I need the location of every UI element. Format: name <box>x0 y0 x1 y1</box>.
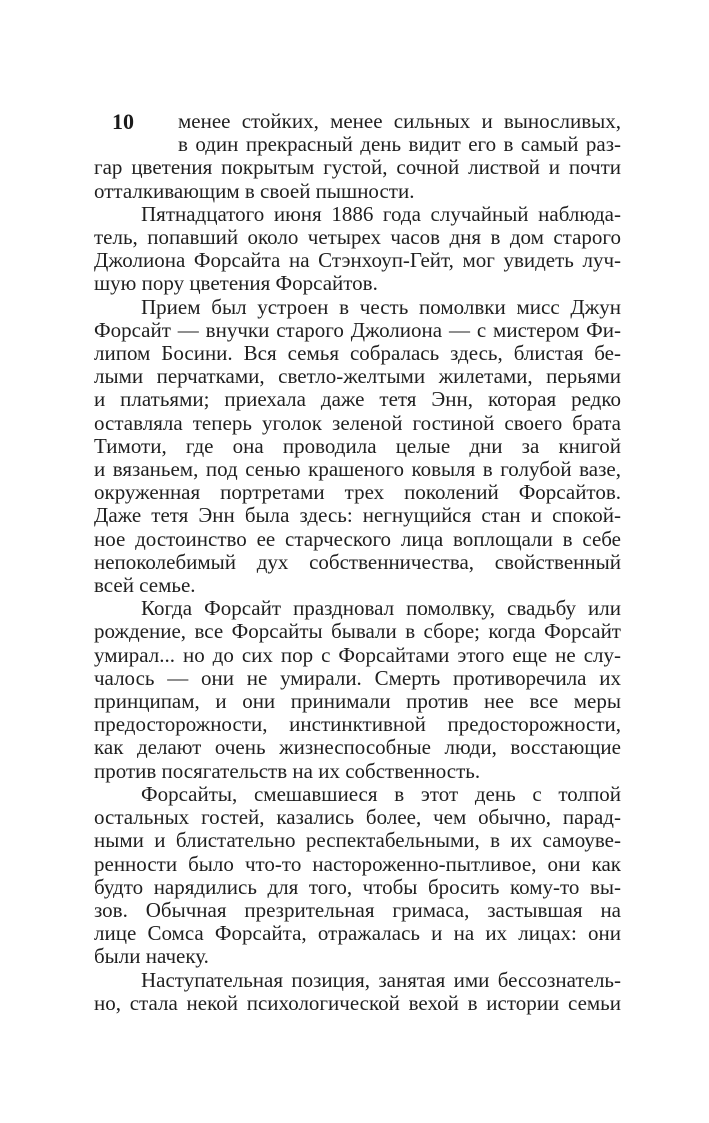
text-line: предосторожности, инстинктивной предосторожности, <box>94 712 621 737</box>
text-line: гар цветения покрытым густой, сочной листвой и почти <box>94 155 621 180</box>
text-line: были начеку. <box>94 944 209 969</box>
paragraph <box>94 783 621 969</box>
text-line: остальных гостей, казались более, чем обычно, парад- <box>94 805 621 830</box>
text-line: Форсайт — внучки старого Джолиона — с мистером Фи- <box>94 317 621 342</box>
paragraph <box>94 296 621 598</box>
text-line: умирал... но до сих пор с Форсайтами этого еще не слу- <box>94 642 621 667</box>
text-line: шую пору цветения Форсайтов. <box>94 271 378 296</box>
text-line: Наступательная позиция, занятая ими бессознатель- <box>141 967 621 992</box>
paragraph <box>94 110 621 203</box>
text-line: отталкивающим в своей пышности. <box>94 178 415 203</box>
text-line: зов. Обычная презрительная гримаса, застывшая на <box>94 897 621 922</box>
text-line: лыми перчатками, светло-желтыми жилетами, перьями <box>94 364 621 389</box>
text-line: Когда Форсайт праздновал помолвку, свадьбу или <box>141 596 621 621</box>
text-line: ными и блистательно респектабельными, в их самоуве- <box>94 828 621 853</box>
text-line: Пятнадцатого июня 1886 года случайный наблюда- <box>141 201 621 226</box>
text-line: Даже тетя Энн была здесь: негнущийся стан и спокой- <box>94 503 621 528</box>
text-line: рождение, все Форсайты бывали в сборе; когда Форсайт <box>94 619 621 644</box>
page-text <box>94 110 621 1015</box>
text-line: оставляла теперь уголок зеленой гостиной своего брата <box>94 410 621 435</box>
text-line: ное достоинство ее старческого лица воплощали в себе <box>94 526 621 551</box>
text-line: принципам, и они принимали против нее все меры <box>94 689 621 714</box>
text-line: лице Сомса Форсайта, отражалась и на их лицах: они <box>94 921 621 946</box>
text-line: против посягательств на их собственность. <box>94 758 481 783</box>
text-line: непоколебимый дух собственничества, свойственный <box>94 549 621 574</box>
paragraph <box>94 203 621 296</box>
paragraph <box>94 969 621 1015</box>
text-line: окруженная портретами трех поколений Форсайтов. <box>94 480 621 505</box>
text-line: как делают очень жизнеспособные люди, восстающие <box>94 735 621 760</box>
text-line: Джолиона Форсайта на Стэнхоуп-Гейт, мог увидеть луч- <box>94 248 621 273</box>
text-line: в один прекрасный день видит его в самый раз- <box>178 132 621 157</box>
text-line: липом Босини. Вся семья собралась здесь, блистая бе- <box>94 341 621 366</box>
paragraph <box>94 597 621 783</box>
text-line: и платьями; приехала даже тетя Энн, которая редко <box>94 387 621 412</box>
text-line: Форсайты, смешавшиеся в этот день с толпой <box>141 781 621 806</box>
text-line: Тимоти, где она проводила целые дни за книгой <box>94 433 621 458</box>
text-line: будто нарядились для того, чтобы бросить кому-то вы- <box>94 874 621 899</box>
text-line: Прием был устроен в честь помолвки мисс Джун <box>141 294 621 319</box>
text-line: ренности было что-то настороженно-пытливое, они как <box>94 851 621 876</box>
text-line: и вязаньем, под сенью крашеного ковыля в голубой вазе, <box>94 457 621 482</box>
text-line: менее стойких, менее сильных и выносливых, <box>178 109 621 133</box>
page-number-area <box>94 110 178 156</box>
text-line: тель, попавший около четырех часов дня в дом старого <box>94 225 621 250</box>
text-line: всей семье. <box>94 573 196 598</box>
text-line: но, стала некой психологической вехой в истории семьи <box>94 990 621 1015</box>
text-line: чалось — они не умирали. Смерть противоречила их <box>94 665 621 690</box>
page-number: 10 <box>112 109 134 134</box>
